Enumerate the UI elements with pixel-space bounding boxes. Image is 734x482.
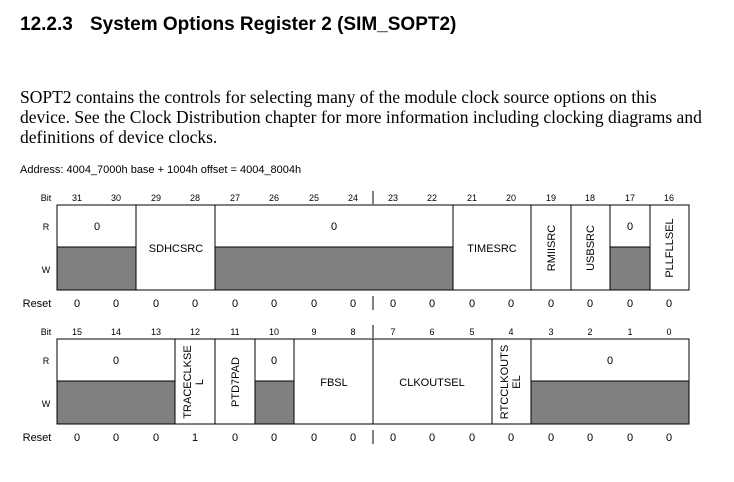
lower-bit-12: 12: [189, 327, 201, 337]
upper-bit-20: 20: [505, 193, 517, 203]
upper-bit-29: 29: [150, 193, 162, 203]
upper-reset-31: 0: [73, 298, 81, 310]
upper-reset-20: 0: [507, 298, 515, 310]
lower-reset-5: 0: [468, 432, 476, 444]
lower-bit-11: 11: [230, 327, 240, 337]
field-traceclksel-line1: TRACECLKSE: [182, 345, 194, 419]
lower-bit-14: 14: [110, 327, 122, 337]
upper-reset-18: 0: [586, 298, 594, 310]
lower-reset-13: 0: [152, 432, 160, 444]
r-label-lower: R: [42, 356, 50, 366]
upper-reset-22: 0: [428, 298, 436, 310]
lower-reset-3: 0: [547, 432, 555, 444]
lower-reset-12: 1: [191, 432, 199, 444]
lower-bit-5: 5: [469, 327, 475, 337]
upper-bit-27: 27: [229, 193, 241, 203]
lower-bit-2: 2: [587, 327, 593, 337]
lower-bit-7: 7: [390, 327, 396, 337]
upper-reset-17: 0: [626, 298, 634, 310]
description-paragraph: SOPT2 contains the controls for selecting many of the module clock source options on this device. See the Clock Distribution chapter for more information including clocking diagrams and definitions of device clocks.: [20, 87, 702, 147]
upper-bit-31: 31: [71, 193, 83, 203]
lower-reset-10: 0: [270, 432, 278, 444]
bit-row-label-upper: Bit: [40, 193, 52, 203]
upper-reset-28: 0: [191, 298, 199, 310]
lower-bit-0: 0: [666, 327, 672, 337]
lower-reset-4: 0: [507, 432, 515, 444]
field-fbsl: FBSL: [320, 377, 348, 389]
field-rtcclkoutsel-line1: RTCCLKOUTS: [499, 344, 511, 420]
upper-reset-23: 0: [389, 298, 397, 310]
upper-bit-17: 17: [624, 193, 636, 203]
upper-bit-18: 18: [584, 193, 596, 203]
field-ptd7pad: PTD7PAD: [230, 357, 242, 407]
upper-reset-26: 0: [270, 298, 278, 310]
lower-reset-8: 0: [349, 432, 357, 444]
lower-reset-14: 0: [112, 432, 120, 444]
upper-reset-27: 0: [231, 298, 239, 310]
lower-bit-8: 8: [350, 327, 356, 337]
upper-reset-19: 0: [547, 298, 555, 310]
lower-reset-0: 0: [665, 432, 673, 444]
lower-bit-4: 4: [508, 327, 514, 337]
lower-bit-1: 1: [627, 327, 633, 337]
field-rmiisrc: RMIISRC: [546, 224, 558, 272]
field-traceclksel-line2: L: [194, 378, 206, 386]
upper-bit-23: 23: [387, 193, 399, 203]
lower-bit-6: 6: [429, 327, 435, 337]
address-line: Address: 4004_7000h base + 1004h offset = 4004_8004h: [20, 164, 302, 176]
upper-reset-25: 0: [310, 298, 318, 310]
lower-reset-11: 0: [231, 432, 239, 444]
upper-reset-30: 0: [112, 298, 120, 310]
bit-row-label-lower: Bit: [40, 327, 52, 337]
upper-reset-21: 0: [468, 298, 476, 310]
upper-bit-16: 16: [663, 193, 675, 203]
upper-bit-22: 22: [426, 193, 438, 203]
upper-bit-26: 26: [268, 193, 280, 203]
upper-bit-30: 30: [110, 193, 122, 203]
upper-reserved-read-zero-3: 0: [626, 221, 634, 233]
lower-reset-7: 0: [389, 432, 397, 444]
lower-bit-9: 9: [311, 327, 317, 337]
field-sdhcsrc: SDHCSRC: [148, 243, 204, 255]
upper-reserved-read-zero-1: 0: [93, 221, 101, 233]
lower-reset-2: 0: [586, 432, 594, 444]
upper-bit-24: 24: [347, 193, 359, 203]
lower-reserved-read-zero-1: 0: [112, 355, 120, 367]
upper-bit-25: 25: [308, 193, 320, 203]
lower-bit-3: 3: [548, 327, 554, 337]
r-label-upper: R: [42, 222, 50, 232]
upper-reserved-read-zero-2: 0: [330, 221, 338, 233]
section-number: 12.2.3: [20, 14, 73, 35]
upper-reset-24: 0: [349, 298, 357, 310]
lower-bit-numbers: [72, 327, 672, 337]
w-label-upper: W: [41, 265, 51, 275]
upper-reset-29: 0: [152, 298, 160, 310]
reset-label-upper: Reset: [22, 298, 52, 310]
field-rtcclkoutsel-line2: EL: [511, 375, 523, 389]
field-clkoutsel: CLKOUTSEL: [399, 377, 465, 389]
w-label-lower: W: [41, 399, 51, 409]
upper-bit-21: 21: [466, 193, 478, 203]
lower-reserved-read-zero-3: 0: [606, 355, 614, 367]
reset-label-lower: Reset: [22, 432, 52, 444]
section-title: System Options Register 2 (SIM_SOPT2): [90, 14, 457, 35]
lower-reset-15: 0: [73, 432, 81, 444]
upper-bit-19: 19: [545, 193, 557, 203]
lower-bit-10: 10: [268, 327, 280, 337]
lower-reserved-read-zero-2: 0: [270, 355, 278, 367]
lower-reset-1: 0: [626, 432, 634, 444]
field-usbsrc: USBSRC: [585, 225, 597, 271]
upper-bit-28: 28: [189, 193, 201, 203]
lower-reset-9: 0: [310, 432, 318, 444]
field-pllfllsel: PLLFLLSEL: [664, 218, 676, 278]
field-timesrc: TIMESRC: [467, 243, 517, 255]
upper-reset-16: 0: [665, 298, 673, 310]
lower-reset-6: 0: [428, 432, 436, 444]
lower-bit-13: 13: [150, 327, 162, 337]
lower-bit-15: 15: [71, 327, 83, 337]
